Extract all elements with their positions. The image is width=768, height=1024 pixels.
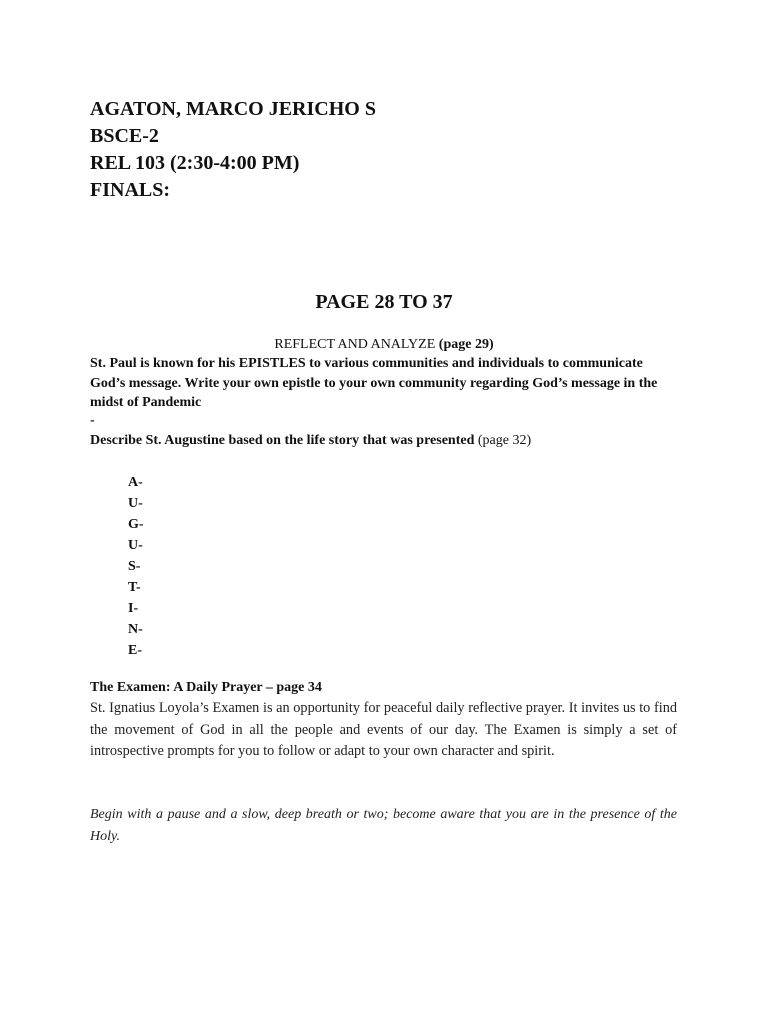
acrostic-letter: S-	[128, 559, 141, 574]
examen-title: The Examen: A Daily Prayer – page 34	[90, 680, 322, 695]
answer-dash: -	[90, 413, 95, 428]
student-course: BSCE-2	[90, 125, 159, 147]
student-name: AGATON, MARCO JERICHO S	[90, 98, 376, 120]
reflect-heading	[0, 337, 768, 353]
reflect-heading-text: REFLECT AND ANALYZE	[274, 337, 436, 352]
acrostic-letter: T-	[128, 580, 141, 595]
acrostic-letter: N-	[128, 622, 143, 637]
pages-title: PAGE 28 TO 37	[315, 291, 453, 313]
reflect-page-ref: (page 29)	[438, 337, 494, 352]
augustine-acrostic	[128, 472, 144, 661]
acrostic-letter: A-	[128, 475, 143, 490]
class-schedule: REL 103 (2:30-4:00 PM)	[90, 152, 300, 174]
examen-prompt: Begin with a pause and a slow, deep breath or two; become aware that you are in the presence of the Holy.	[90, 807, 677, 844]
acrostic-letter: E-	[128, 643, 142, 658]
examen-body: St. Ignatius Loyola’s Examen is an opportunity for peaceful daily reflective prayer. It invites us to find the movement of God in all the people and events of our day. The Examen is simply a set of introspective prompts for you to follow or adapt to your own character and spirit.	[90, 700, 677, 759]
augustine-question-page: (page 32)	[477, 433, 532, 448]
acrostic-letter: G-	[128, 517, 144, 532]
augustine-question-text: Describe St. Augustine based on the life story that was presented	[90, 433, 475, 448]
acrostic-letter: U-	[128, 538, 143, 553]
acrostic-letter: U-	[128, 496, 143, 511]
student-header	[90, 96, 376, 204]
augustine-question	[90, 433, 531, 449]
epistle-question: St. Paul is known for his EPISTLES to various communities and individuals to communicate God’s message. Write your own epistle to your own community regarding God’s message in the midst of Pandemic	[90, 356, 658, 410]
term-label: FINALS:	[90, 179, 171, 201]
acrostic-letter: I-	[128, 601, 139, 616]
